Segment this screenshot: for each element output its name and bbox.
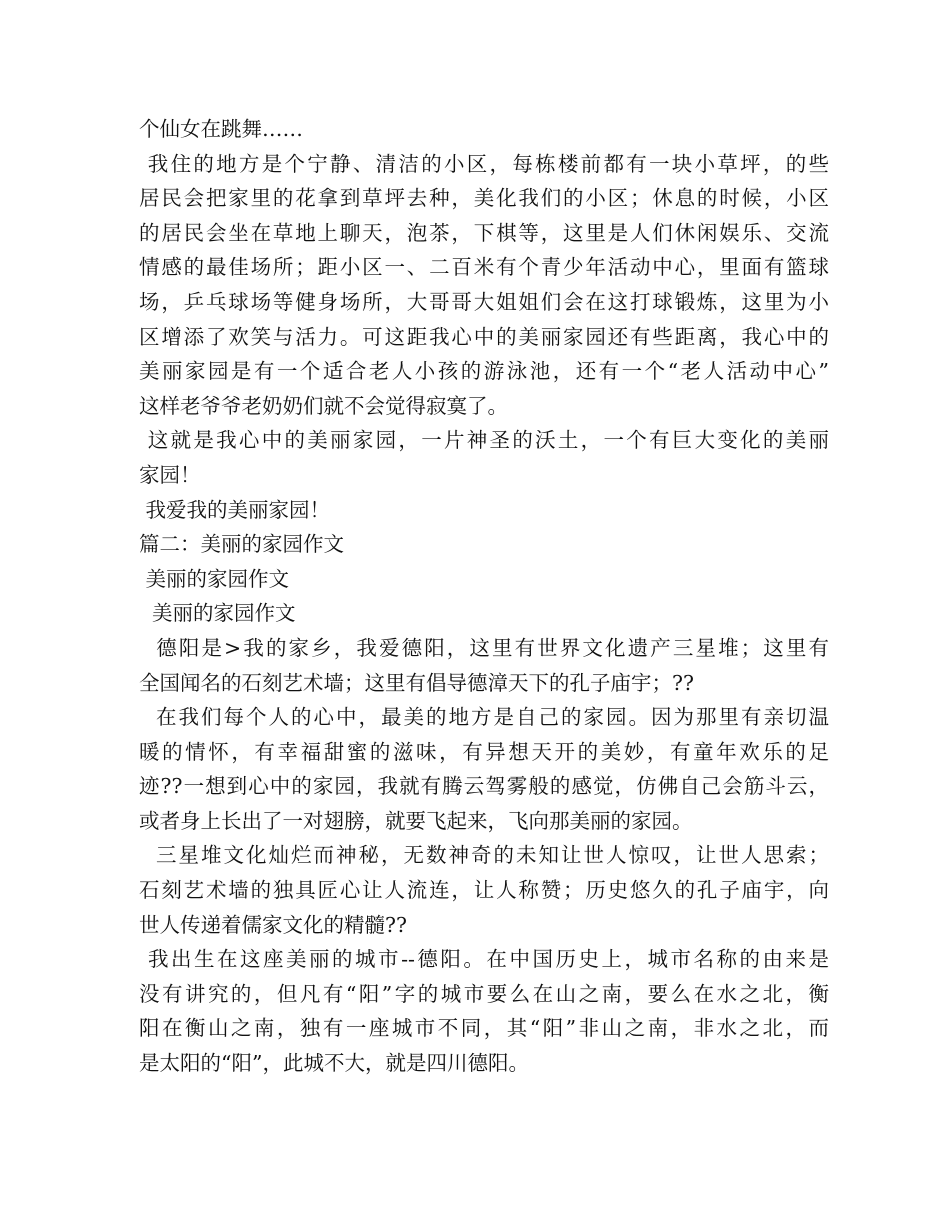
text-line: 暖的情怀，有幸福甜蜜的滋味，有异想天开的美妙，有童年欢乐的足 [139,739,829,764]
document-body [139,112,829,1081]
text-line: 是太阳的“阳”，此城不大，就是四川德阳。 [139,1051,529,1076]
text-line: 这就是我心中的美丽家园，一片神圣的沃土，一个有巨大变化的美丽 [139,428,829,453]
text-line: 三星堆文化灿烂而神秘，无数神奇的未知让世人惊叹，让世人思索； [139,843,829,868]
text-line: 居民会把家里的花拿到草坪去种，美化我们的小区；休息的时候，小区 [139,186,829,211]
text-line: 区增添了欢笑与活力。可这距我心中的美丽家园还有些距离，我心中的 [139,324,829,349]
text-line: 全国闻名的石刻艺术墙；这里有倡导德漳天下的孔子庙宇；?? [139,670,694,695]
text-line: 我出生在这座美丽的城市--德阳。在中国历史上，城市名称的由来是 [139,947,829,972]
text-line: 没有讲究的，但凡有“阳”字的城市要么在山之南，要么在水之北，衡 [139,981,829,1006]
text-line: 在我们每个人的心中，最美的地方是自己的家园。因为那里有亲切温 [139,705,829,730]
text-line: 个仙女在跳舞…… [139,117,303,141]
text-line: 我住的地方是个宁静、清洁的小区，每栋楼前都有一块小草坪，的些 [139,151,829,176]
text-line: 场，乒乓球场等健身场所，大哥哥大姐姐们会在这打球锻炼，这里为小 [139,289,829,314]
text-line: 石刻艺术墙的独具匠心让人流连，让人称赞；历史悠久的孔子庙宇，向 [139,878,829,903]
text-line: 这样老爷爷老奶奶们就不会觉得寂寞了。 [139,393,508,418]
text-line: 阳在衡山之南，独有一座城市不同，其“阳”非山之南，非水之北，而 [139,1016,829,1041]
text-line: 我爱我的美丽家园！ [139,497,331,522]
text-line: 世人传递着儒家文化的精髓?? [139,912,407,937]
text-line: 情感的最佳场所；距小区一、二百米有个青少年活动中心，里面有篮球 [139,255,829,280]
text-line: 迹??一想到心中的家园，我就有腾云驾雾般的感觉，仿佛自己会筋斗云， [139,774,829,799]
text-line: 的居民会坐在草地上聊天，泡茶，下棋等，这里是人们休闲娱乐、交流 [139,220,829,245]
text-line: 篇二：美丽的家园作文 [139,532,344,557]
text-line: 美丽的家园作文 [139,601,296,626]
text-line: 家园！ [139,462,201,487]
text-line: 美丽的家园作文 [139,566,290,591]
text-line: 德阳是>我的家乡，我爱德阳，这里有世界文化遗产三星堆；这里有 [139,635,829,660]
text-line: 或者身上长出了一对翅膀，就要飞起来，飞向那美丽的家园。 [139,808,693,833]
text-line: 美丽家园是有一个适合老人小孩的游泳池，还有一个“老人活动中心” [139,359,829,384]
